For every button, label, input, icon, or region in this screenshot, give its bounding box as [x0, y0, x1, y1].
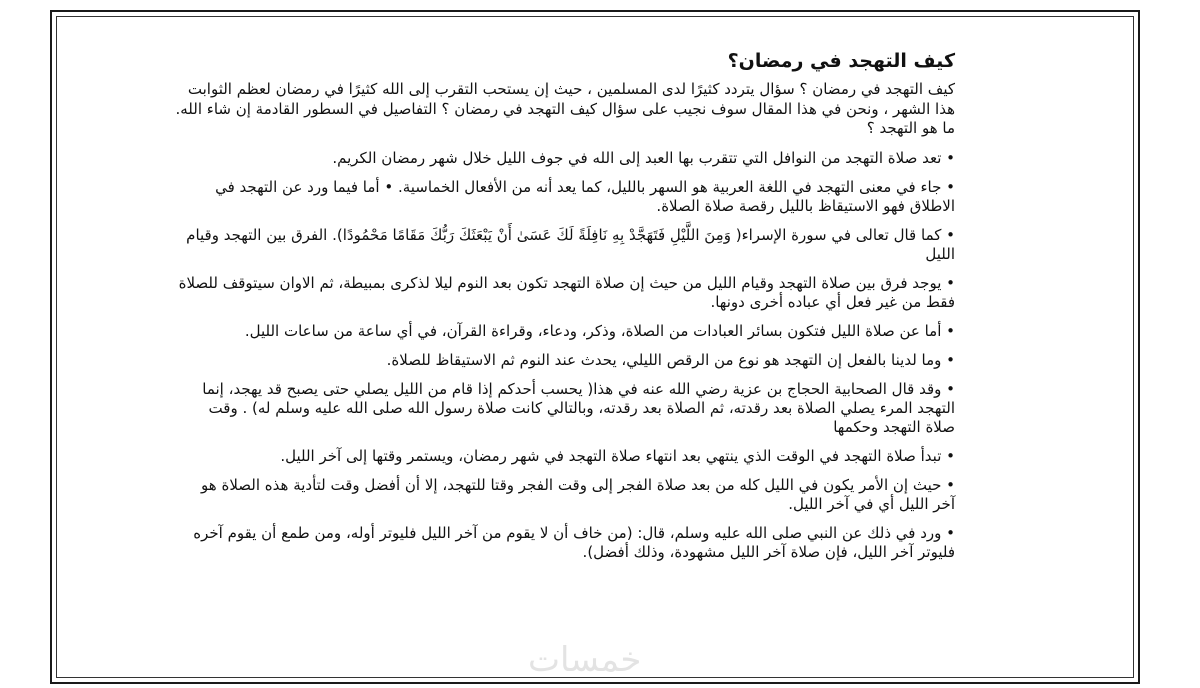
bullet-paragraph: • حيث إن الأمر يكون في الليل كله من بعد صلاة الفجر إلى وقت الفجر وقتا للتهجد، إلا أن أفضل وقت لتأدية هذه الصلاة هو آخر الليل أي في آخر الليل.: [201, 475, 955, 513]
bullet-paragraph: • وقد قال الصحابية الحجاج بن عزية رضي الله عنه في هذا( يحسب أحدكم إذا قام من الليل يصلي حتى يصبح قد يهجد، إنما التهجد المرء يصلي الصلاة بعد رقدته، ثم الصلاة بعد رقدته، وبالتالي كانت صلاة رسول الله صلى الله عليه وسلم له) . وقت صلاة التهجد وحكمها: [202, 379, 955, 436]
document-title: كيف التهجد في رمضان؟: [727, 50, 955, 72]
bullet-paragraph: • جاء في معنى التهجد في اللغة العربية هو السهر بالليل، كما يعد أنه من الأفعال الخماسية. • أما فيما ورد عن التهجد في الاطلاق فهو الاستيقاظ بالليل رقصة صلاة الصلاة.: [215, 177, 955, 215]
bullet-paragraph: • ورد في ذلك عن النبي صلى الله عليه وسلم، قال: (من خاف أن لا يقوم من آخر الليل فليوتر أوله، ومن طمع أن يقوم آخره فليوتر آخر الليل، فإن صلاة آخر الليل مشهودة، وذلك أفضل).: [193, 523, 955, 561]
watermark-logo: خمسات: [528, 640, 642, 680]
bullet-paragraph: • أما عن صلاة الليل فتكون بسائر العبادات من الصلاة، وذكر، ودعاء، وقراءة القرآن، في أي ساعة من ساعات الليل.: [244, 321, 955, 340]
bullet-paragraph: • وما لدينا بالفعل إن التهجد هو نوع من الرقص الليلي، يحدث عند النوم ثم الاستيقاظ للصلاة.: [386, 350, 955, 369]
bullet-paragraph: • تعد صلاة التهجد من النوافل التي تتقرب بها العبد إلى الله في جوف الليل خلال شهر رمضان الكريم.: [332, 148, 955, 167]
bullet-paragraph: • تبدأ صلاة التهجد في الوقت الذي ينتهي بعد انتهاء صلاة التهجد في شهر رمضان، ويستمر وقتها إلى آخر الليل.: [280, 446, 955, 465]
bullet-paragraph: • كما قال تعالى في سورة الإسراء( وَمِنَ اللَّيْلِ فَتَهَجَّدْ بِهِ نَافِلَةً لَكَ عَسَىٰ أَنْ يَبْعَثَكَ رَبُّكَ مَقَامًا مَحْمُودًا). الفرق بين التهجد وقيام الليل: [186, 225, 955, 263]
document-body: [175, 50, 955, 572]
intro-paragraph: كيف التهجد في رمضان ؟ سؤال يتردد كثيرًا لدى المسلمين ، حيث إن يستحب التقرب إلى الله كثيرًا في رمضان لعظم الثوابت هذا الشهر ، ونحن في هذا المقال سوف نجيب على سؤال كيف التهجد في رمضان ؟ التفاصيل في السطور القادمة إن شاء الله. ما هو التهجد ؟: [175, 80, 955, 137]
bullet-paragraph: • يوجد فرق بين صلاة التهجد وقيام الليل من حيث إن صلاة التهجد تكون بعد النوم ليلا لذكرى بمبيطة، ثم الاوان سيتوقف للصلاة فقط من غير فعل أي عباده أخرى دونها.: [178, 273, 955, 311]
